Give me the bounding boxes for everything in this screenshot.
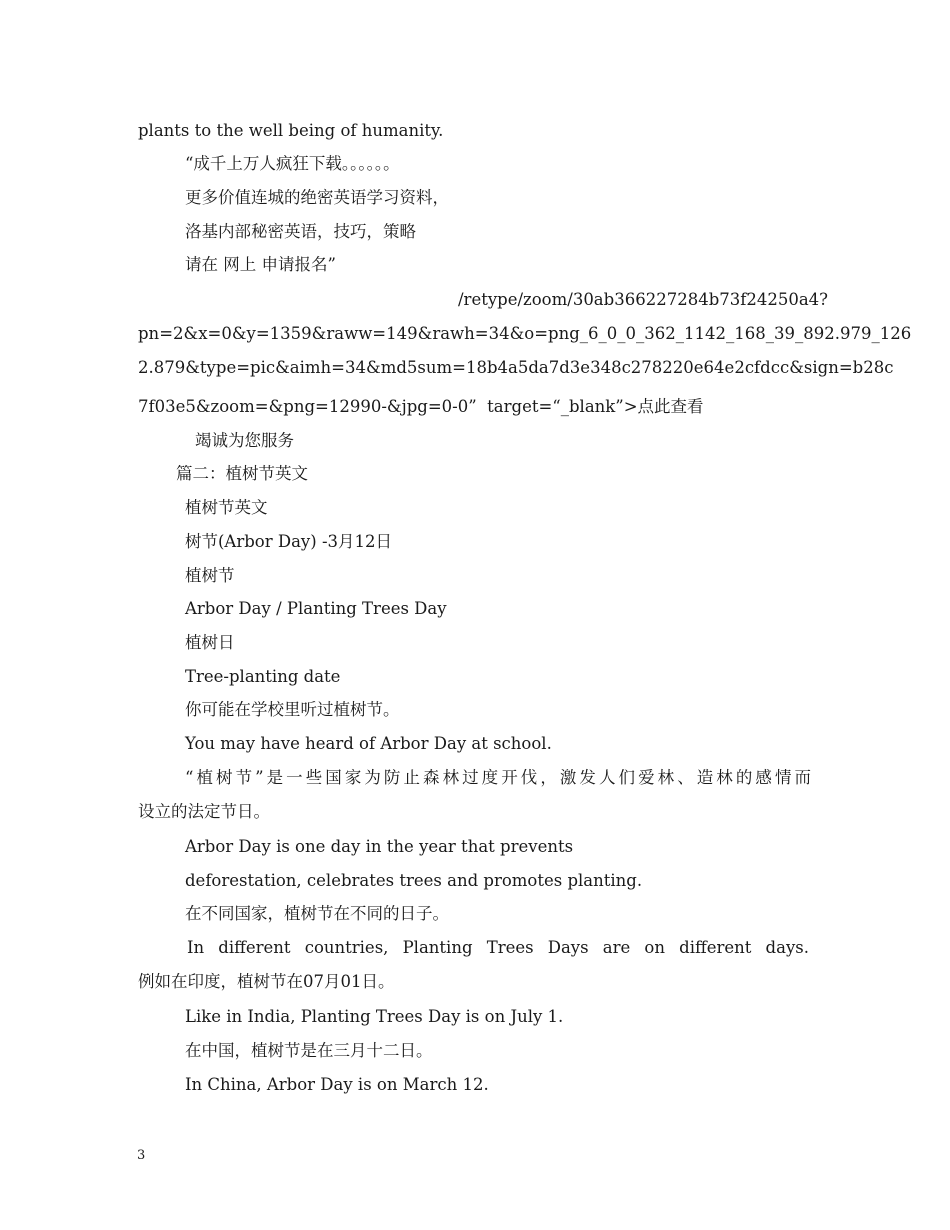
text-line: 竭诚为您服务: [195, 431, 294, 450]
url-text-line: pn=2&x=0&y=1359&raww=149&rawh=34&o=png_6_0_0_362_1142_168_39_892.979_126: [138, 324, 912, 343]
text-line: “植树节”是一些国家为防止森林过度开伐，激发人们爱林、造林的感情而: [185, 768, 811, 787]
text-line: “成千上万人疯狂下载。。。。。。: [185, 154, 400, 173]
text-line: 你可能在学校里听过植树节。: [185, 700, 400, 719]
text-line: 在中国，植树节是在三月十二日。: [185, 1041, 433, 1060]
text-line: 树节(Arbor Day) -3月12日: [185, 532, 393, 551]
section-heading: 篇二：植树节英文: [176, 464, 308, 483]
text-line: Like in India, Planting Trees Day is on July 1.: [185, 1007, 564, 1026]
url-text-line: /retype/zoom/30ab366227284b73f24250a4?: [458, 290, 829, 309]
text-line: 在不同国家，植树节在不同的日子。: [185, 904, 449, 923]
text-line: In different countries, Planting Trees Days are on different days.: [187, 938, 809, 957]
text-line: 植树节: [185, 566, 235, 585]
text-line: Tree-planting date: [185, 667, 341, 686]
text-line: 洛基内部秘密英语，技巧，策略: [185, 222, 416, 241]
text-line: deforestation, celebrates trees and promotes planting.: [185, 871, 643, 890]
page-number: 3: [137, 1148, 146, 1163]
text-line: plants to the well being of humanity.: [138, 121, 444, 140]
text-line: In China, Arbor Day is on March 12.: [185, 1075, 489, 1094]
text-line: You may have heard of Arbor Day at school.: [185, 734, 552, 753]
text-line: 植树节英文: [185, 498, 268, 517]
text-line: 更多价值连城的绝密英语学习资料，: [185, 188, 449, 207]
url-text-line: 2.879&type=pic&aimh=34&md5sum=18b4a5da7d3e348c278220e64e2cfdcc&sign=b28c: [138, 358, 894, 377]
text-line: Arbor Day is one day in the year that prevents: [185, 837, 574, 856]
text-line: 植树日: [185, 633, 235, 652]
text-line: 请在 网上 申请报名”: [185, 255, 336, 274]
text-line: 设立的法定节日。: [138, 802, 270, 821]
text-line: Arbor Day / Planting Trees Day: [185, 599, 447, 618]
text-line: 例如在印度，植树节在07月01日。: [138, 972, 395, 991]
url-text-line: 7f03e5&zoom=&png=12990-&jpg=0-0” target=“_blank”>点此查看: [138, 397, 704, 416]
